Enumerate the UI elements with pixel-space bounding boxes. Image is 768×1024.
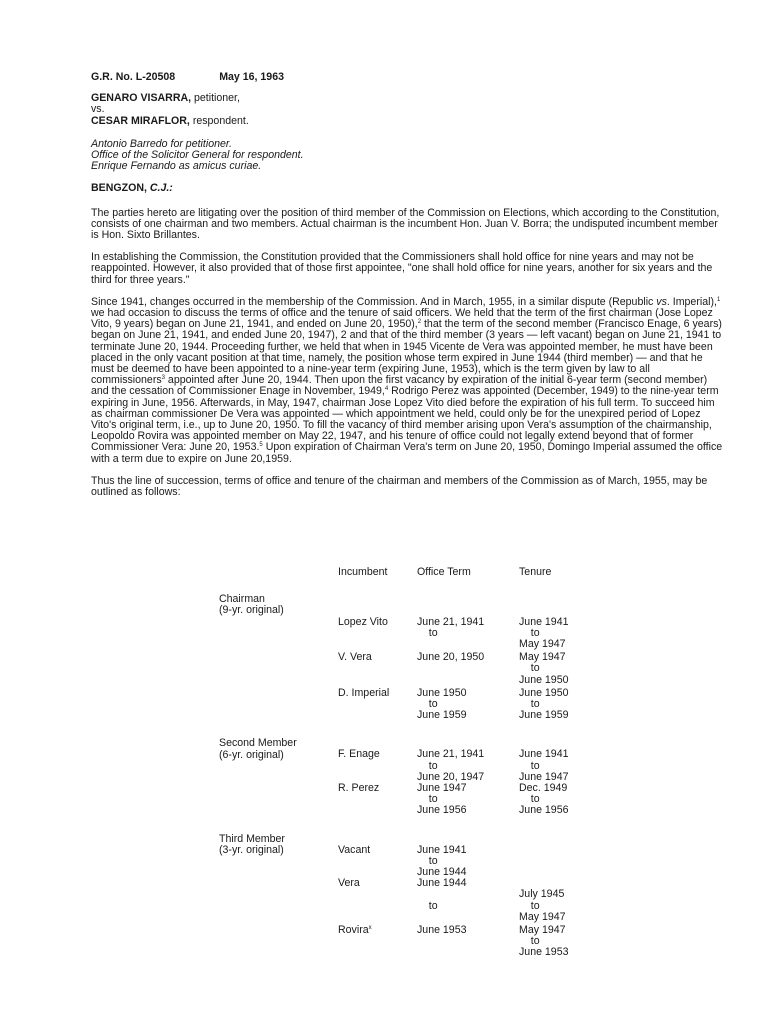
respondent-role: respondent. (189, 114, 249, 127)
table-row (219, 925, 589, 961)
counsel-list (91, 139, 723, 173)
paragraph-3: Since 1941, changes occurred in the membership of the Commission. And in March, 1955, in a similar dispute (Republic vs. Imperial),$^1$ we had occasion to discuss the terms of office and the tenure of said officers. We held that the term of the first chairman (Jose Lopez Vito, 9 years) began on June 21, 1941, and ended on June 20, 1950),$^2$ that the term of the second member (Francisco Enage, 6 years) began on June 21, 1941, and ended June 20, 1947), 2 and that of the third member (3 years — left vacant) began on June 21, 1941 to terminate June 20, 1944. Proceeding further, we held that when in 1945 Vicente de Vera was appointed member, he must have been placed in the only vacant position at that time, namely, the position whose term expired in June 1944 (third member) — and that he must be deemed to have been appointed to a nine-year term (expiring June, 1953), which is the term given by law to all commissioners$^3$ appointed after June 20, 1944. Then upon the first vacancy by expiration of the initial 6-year term (second member) and the cessation of Commissioner Enage in November, 1949,$^4$ Rodrigo Perez was appointed (December, 1949) to the nine-year term expiring in June, 1956. Afterwards, in May, 1947, chairman Jose Lopez Vito died before the expiration of his full term. To succeed him as chairman commissioner De Vera was appointed — which appointment we held, could only be for the unexpired period of Lopez Vito's original term, i.e., up to June 20, 1950. To fill the vacancy of third member arising upon Vera's assumption of the chairmanship, Leopoldo Rovira was appointed member on May 22, 1947, and his tenure of office could not legally extend beyond that of former Commissioner Vera: June 20, 1953.$^5$ Upon expiration of Chairman Vera's term on June 20, 1950, Domingo Imperial assumed the office with a term due to expire on June 20,1959. (91, 295, 723, 465)
office-term-cell: June 21, 1941 to (417, 615, 485, 639)
incumbent-cell: Lopez Vito (338, 615, 388, 628)
decision-date: May 16, 1963 (219, 71, 284, 83)
tenure-cell: June 1941 to May 1947 (519, 615, 569, 651)
footnote-ref-4[interactable]: 4 (384, 386, 389, 393)
group-label-chairman: Chairman (9-yr. original) (219, 593, 284, 617)
tenure-cell: May 1947 to June 1950 (519, 651, 569, 686)
decision-document (91, 72, 723, 498)
office-term-cell: June 21, 1941 to June 20, 1947 (417, 748, 485, 783)
tenure-cell: June 1950 to June 1959 (519, 686, 569, 722)
group-label-second-member: Second Member (6-yr. original) F. Enage June 21, 1941 to June 20, 1947 June 1941 to June 1947 (219, 723, 589, 783)
case-parties (91, 93, 723, 127)
tenure-cell: June 1941 to June 1947 (519, 748, 569, 783)
ponente-name: BENGZON, (91, 182, 147, 195)
footnote-ref-5[interactable]: 5 (259, 442, 263, 449)
header-incumbent: Incumbent (338, 566, 388, 578)
tenure-cell: July 1945 to May 1947 (519, 888, 566, 923)
tenure-cell: May 1947 to June 1953 (519, 924, 569, 959)
succession-table (219, 567, 589, 961)
incumbent-cell: Vera (338, 877, 360, 890)
office-term-cell: June 1950 to June 1959 (417, 686, 467, 722)
case-header (91, 72, 723, 83)
office-term-cell: June 1941 to June 1944 (417, 843, 467, 879)
office-term-cell: June 1947 to June 1956 (417, 782, 467, 817)
tenure-cell (519, 819, 589, 879)
versus-text: vs. (91, 103, 105, 116)
office-term-cell: June 20, 1950 (417, 651, 485, 664)
table-row (219, 783, 589, 819)
petitioner-name: GENARO VISARRA, (91, 92, 192, 105)
respondent-line (91, 116, 723, 127)
counsel-amicus: Enrique Fernando as amicus curiae. (91, 160, 262, 173)
group-label-third-member: Third Member (3-yr. original) Vacant June 1941 to June 1944 (219, 819, 589, 879)
header-office-term: Office Term (417, 566, 471, 578)
petitioner-line (91, 93, 723, 104)
incumbent-cell: D. Imperial (338, 686, 390, 699)
table-row (219, 878, 589, 925)
table-header-row (219, 567, 589, 594)
paragraph-2: In establishing the Commission, the Constitution provided that the Commissioners shall hold office for nine years and may not be reappointed. However, it also provided that of those first appointee, "one shall hold office for nine years, another for six years and the third for three years." (91, 251, 713, 286)
ponente-title: C.J.: (149, 182, 173, 195)
case-number: G.R. No. L-20508 (91, 71, 176, 83)
office-term-cell: June 1953 (417, 924, 467, 937)
counsel-respondent: Office of the Solicitor General for respondent. (91, 149, 304, 162)
petitioner-role: petitioner, (191, 92, 240, 105)
tenure-cell: Dec. 1949 to June 1956 (519, 782, 569, 817)
footnote-ref-1[interactable]: 1 (716, 296, 721, 303)
footnote-ref-x[interactable]: x (368, 925, 372, 932)
office-term-cell: June 1944 to (417, 877, 467, 912)
header-tenure: Tenure (519, 566, 552, 578)
incumbent-cell: V. Vera (338, 651, 372, 664)
footnote-ref-2[interactable]: 2 (417, 319, 422, 326)
incumbent-cell: Rovira$^x$ (338, 924, 372, 937)
incumbent-cell: R. Perez (338, 782, 380, 795)
ponente-heading (91, 183, 723, 194)
incumbent-cell: Vacant (338, 843, 371, 856)
table-row (219, 652, 589, 688)
incumbent-cell: F. Enage (338, 748, 380, 761)
respondent-name: CESAR MIRAFLOR, (91, 114, 190, 127)
paragraph-1: The parties hereto are litigating over the position of third member of the Commission on Elections, which according to the Constitution, consists of one chairman and two members. Actual chairman is the incumbent Hon. Juan V. Borra; the undisputed incumbent member is Hon. Sixto Brillantes. (91, 206, 720, 242)
counsel-petitioner: Antonio Barredo for petitioner. (91, 137, 232, 150)
footnote-ref-3[interactable]: 3 (161, 375, 165, 382)
table-row (219, 688, 589, 724)
table-row (219, 617, 589, 653)
paragraph-4: Thus the line of succession, terms of office and tenure of the chairman and members of the Commission as of March, 1955, may be outlined as follows: (91, 474, 708, 499)
